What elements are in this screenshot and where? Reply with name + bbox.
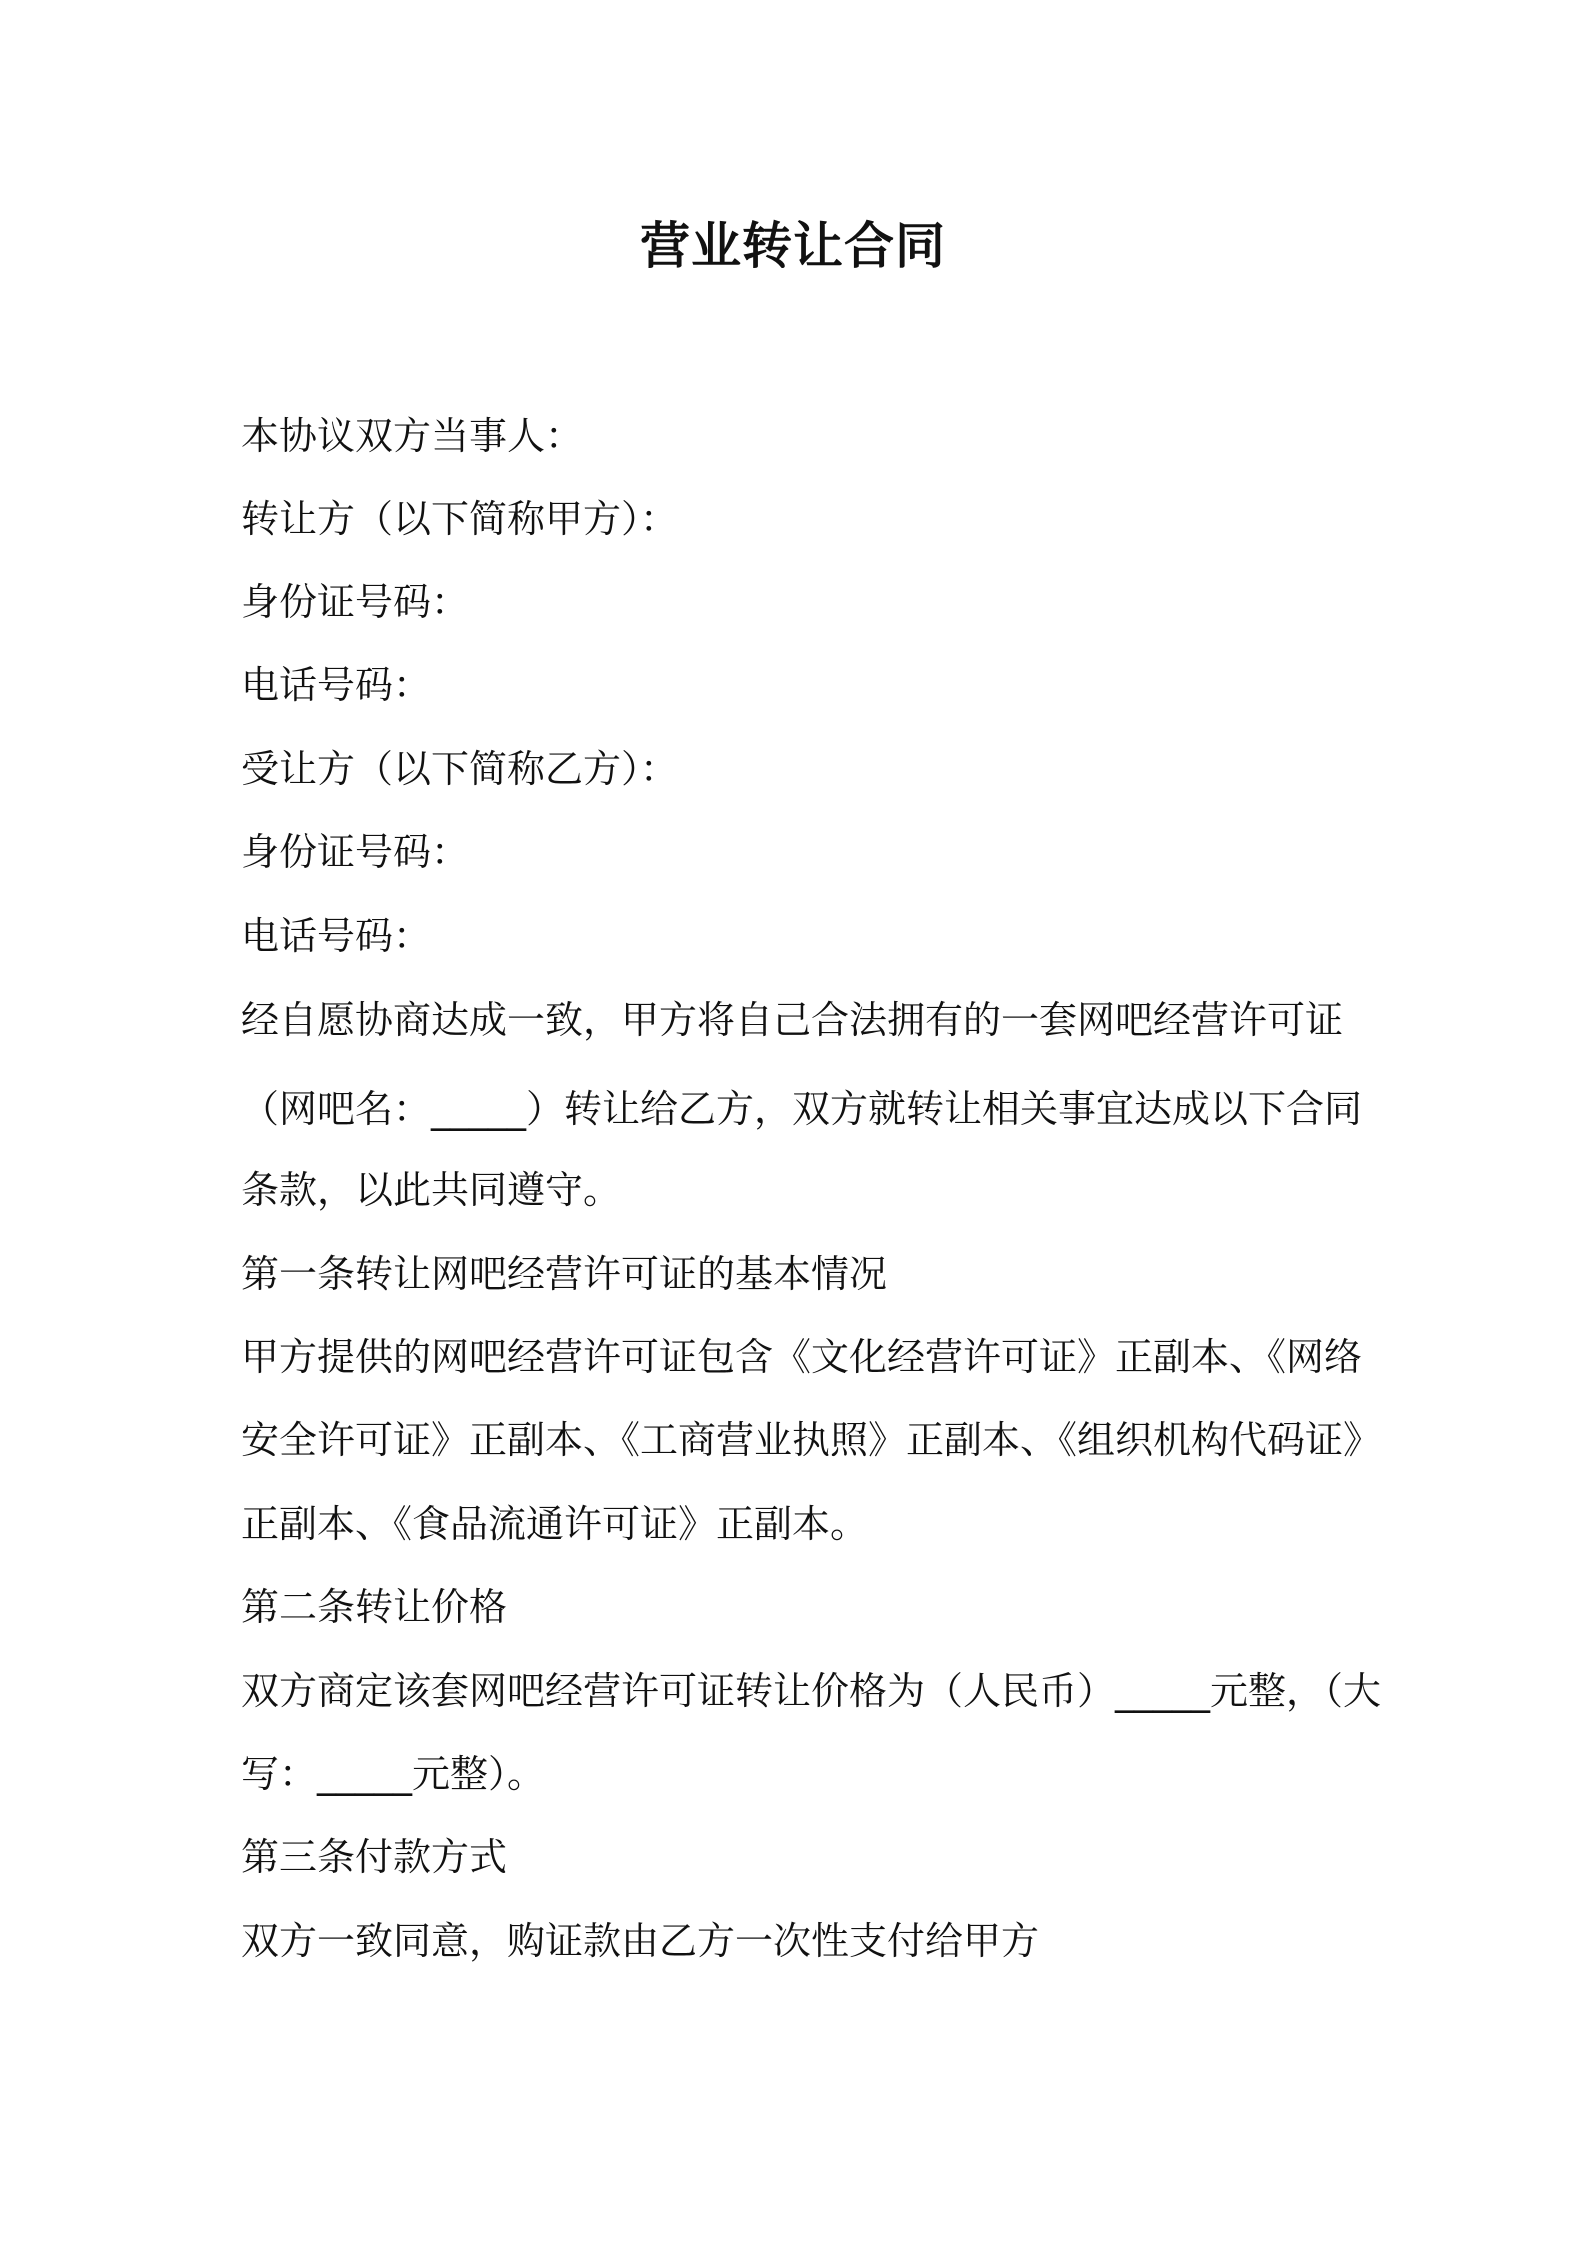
transferee-label: 受让方（以下简称乙方）： [241,747,679,791]
transferor-phone-label: 电话号码： [241,663,432,707]
preamble-line-1: 经自愿协商达成一致，甲方将自己合法拥有的一套网吧经营许可证 [241,998,1344,1042]
transferee-phone-label: 电话号码： [241,914,432,958]
document-title: 营业转让合同 [640,217,946,275]
article-2-line-1: 双方商定该套网吧经营许可证转让价格为（人民币）_____元整，（大 [241,1669,1382,1713]
article-1-line-1: 甲方提供的网吧经营许可证包含《文化经营许可证》正副本、《网络 [241,1335,1363,1379]
article-2-line-2: 写：_____元整）。 [241,1752,546,1796]
parties-intro: 本协议双方当事人： [241,414,584,458]
article-1-line-3: 正副本、《食品流通许可证》正副本。 [241,1502,869,1546]
transferor-id-label: 身份证号码： [241,580,470,624]
article-2-heading: 第二条转让价格 [241,1585,508,1629]
preamble-line-3: 条款，以此共同遵守。 [241,1168,622,1212]
article-3-line-1: 双方一致同意，购证款由乙方一次性支付给甲方 [241,1919,1040,1963]
article-1-line-2: 安全许可证》正副本、《工商营业执照》正副本、《组织机构代码证》 [241,1418,1382,1462]
preamble-line-2: （网吧名：_____）转让给乙方，双方就转让相关事宜达成以下合同 [241,1087,1363,1131]
article-3-heading: 第三条付款方式 [241,1835,508,1879]
transferor-label: 转让方（以下简称甲方）： [241,497,679,541]
article-1-heading: 第一条转让网吧经营许可证的基本情况 [241,1252,888,1296]
transferee-id-label: 身份证号码： [241,830,470,874]
